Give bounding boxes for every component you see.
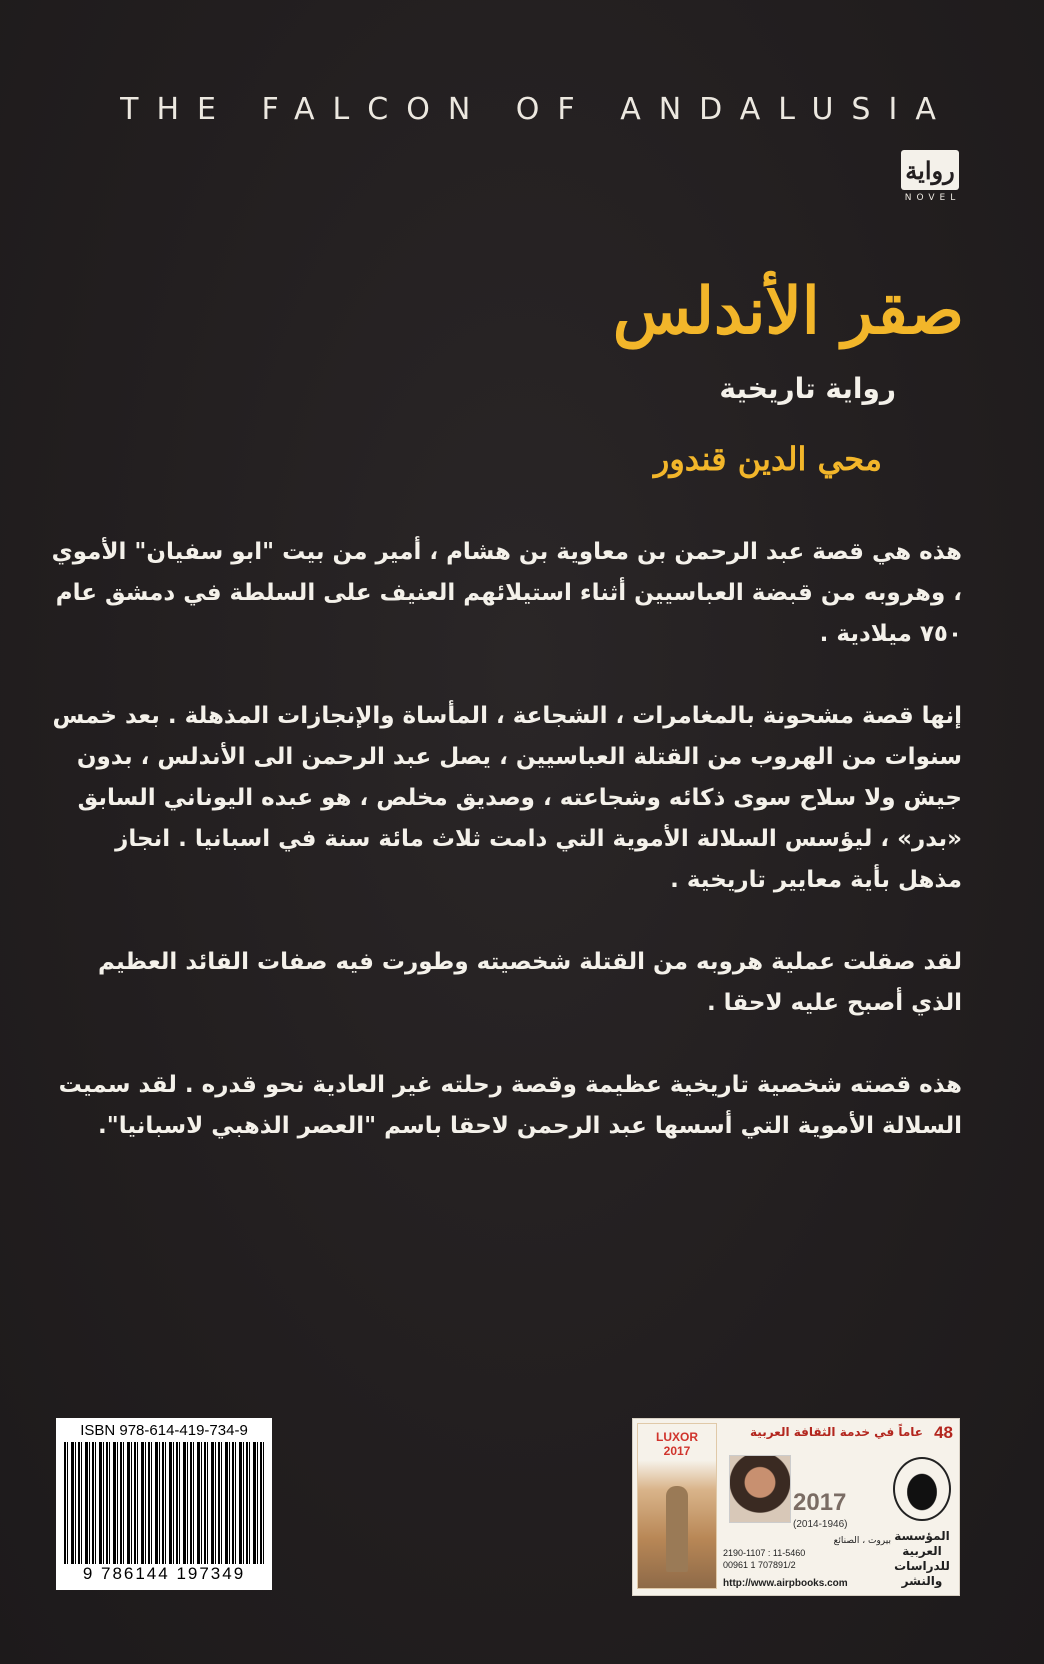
luxor-label-text: LUXOR bbox=[656, 1430, 698, 1444]
blurb-paragraph: لقد صقلت عملية هروبه من القتلة شخصيته وطورت فيه صفات القائد العظيم الذي أصبح عليه لاحقا . bbox=[97, 949, 962, 1016]
publisher-novel-logo bbox=[898, 150, 962, 208]
publisher-name-line: المؤسسة bbox=[894, 1529, 950, 1543]
stamp-years-range: (2014-1946) bbox=[793, 1519, 848, 1530]
portrait-image bbox=[729, 1455, 791, 1523]
publisher-contact bbox=[723, 1535, 891, 1571]
barcode-bars bbox=[64, 1442, 264, 1564]
blurb-paragraph: إنها قصة مشحونة بالمغامرات ، الشجاعة ، المأساة والإنجازات المذهلة . بعد خمس سنوات من الهروب من القتلة العباسيين ، يصل عبد الرحمن الى الأندلس ، بدون جيش ولا سلاح سوى ذكائه وشجاعته ، وصديق مخلص ، هو عبده اليوناني السابق «بدر» ، ليؤسس السلالة الأموية التي دامت ثلاث مائة سنة في اسبانيا . انجاز مذهل بأية معايير تاريخية . bbox=[52, 703, 962, 893]
novel-logo-mark: رواية bbox=[901, 150, 959, 190]
stamp-year: 2017 bbox=[793, 1489, 847, 1516]
isbn-barcode bbox=[56, 1418, 272, 1590]
luxor-label bbox=[638, 1430, 716, 1458]
stamp-anniversary-number: 48 bbox=[934, 1423, 953, 1442]
publisher-phone: 2190-1107 : 11-5460 bbox=[723, 1548, 806, 1558]
author-name: محي الدين قندور bbox=[653, 440, 882, 478]
subtitle: رواية تاريخية bbox=[719, 372, 896, 405]
publisher-name bbox=[891, 1529, 953, 1589]
blurb-paragraph: هذه هي قصة عبد الرحمن بن معاوية بن هشام ، أمير من بيت "ابو سفيان" الأموي ، وهروبه من قبضة العباسيين أثناء استيلائهم العنيف على السلطة في دمشق عام ٧٥٠ ميلادية . bbox=[51, 539, 962, 647]
publisher-name-line: والنشر bbox=[901, 1574, 943, 1588]
publisher-phone: 00961 1 707891/2 bbox=[723, 1560, 796, 1570]
publisher-stamp bbox=[632, 1418, 960, 1596]
statue-icon bbox=[666, 1486, 688, 1572]
falcon-logo-icon bbox=[893, 1457, 951, 1521]
english-title: THE FALCON OF ANDALUSIA bbox=[120, 92, 954, 127]
publisher-name-line: العربية bbox=[902, 1544, 942, 1558]
novel-logo-label: NOVEL bbox=[904, 193, 961, 203]
blurb-text bbox=[50, 532, 962, 1147]
blurb-paragraph: هذه قصته شخصية تاريخية عظيمة وقصة رحلته غير العادية نحو قدره . لقد سميت السلالة الأموية التي أسسها عبد الرحمن لاحقا باسم "العصر الذهبي لاسبانيا". bbox=[58, 1072, 962, 1139]
publisher-name-line: للدراسات bbox=[894, 1559, 950, 1573]
publisher-url: http://www.airpbooks.com bbox=[723, 1578, 848, 1589]
isbn-number: ISBN 978-614-419-734-9 bbox=[80, 1422, 248, 1439]
stamp-heading: عاماً في خدمة الثقافة العربية bbox=[750, 1425, 923, 1439]
barcode-digits: 9 786144 197349 bbox=[82, 1564, 246, 1583]
luxor-stamp bbox=[637, 1423, 717, 1589]
luxor-year: 2017 bbox=[663, 1444, 691, 1458]
publisher-address: بيروت ، الصنائع bbox=[833, 1536, 891, 1546]
arabic-title: صقر الأندلس bbox=[612, 274, 964, 349]
